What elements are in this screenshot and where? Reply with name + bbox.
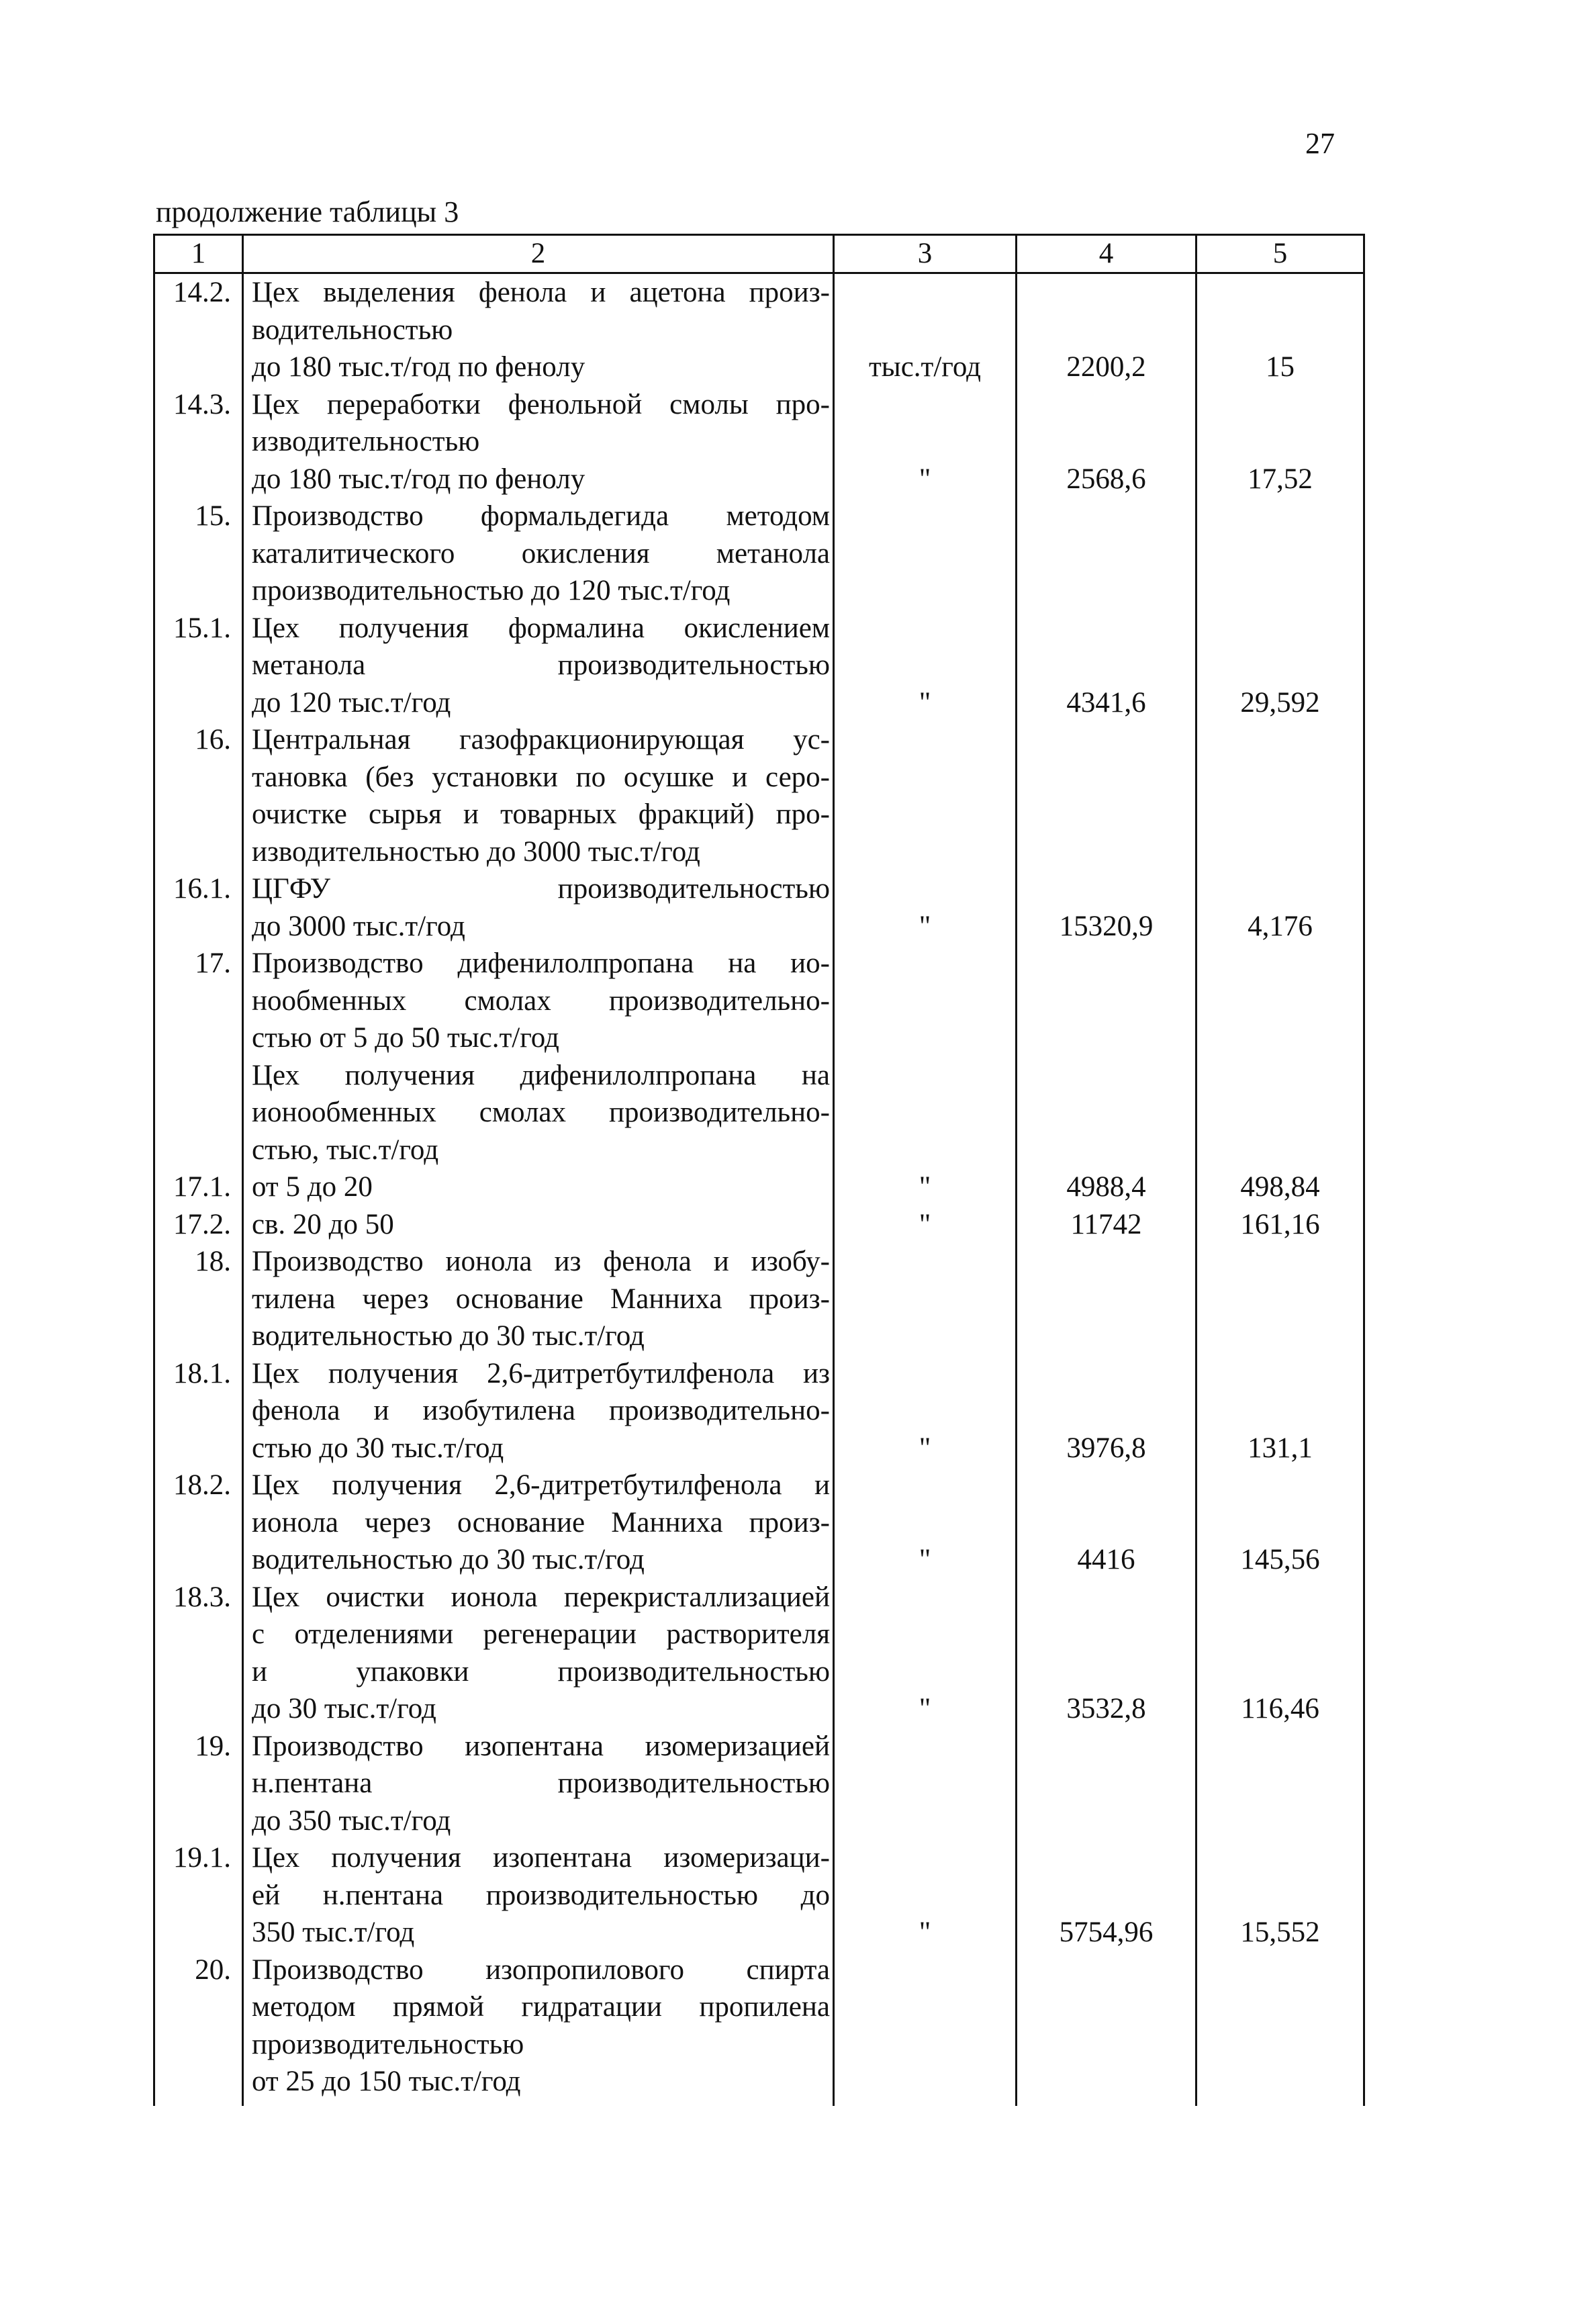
description-line: Производство изопропилового спирта: [252, 1953, 830, 1986]
row-number: 18.3.: [154, 1579, 243, 1728]
description-line: св. 20 до 50: [252, 1208, 394, 1240]
description-line: ионообменных смолах производительно-: [252, 1097, 830, 1128]
table-row: [154, 386, 1364, 498]
row-unit: [834, 1243, 1017, 1355]
description-line: нообменных смолах производительно-: [252, 984, 830, 1017]
row-description: [243, 498, 834, 610]
row-value-col5: [1196, 498, 1364, 610]
row-value-col5: [1196, 1951, 1364, 2106]
row-unit: ": [834, 870, 1017, 945]
row-value-col4: 2200,2: [1017, 273, 1196, 386]
table-row: [154, 1168, 1364, 1206]
row-description: [243, 1951, 834, 2106]
description-line: очистке сырья и товарных фракций) про-: [252, 798, 830, 830]
row-value-col5: 145,56: [1196, 1467, 1364, 1579]
page-number: 27: [1305, 127, 1335, 160]
row-unit: [834, 1951, 1017, 2106]
row-description: [243, 610, 834, 722]
description-line: до 3000 тыс.т/год: [252, 910, 465, 942]
row-value-col4: [1017, 1057, 1196, 1169]
description-line: водительностью до 30 тыс.т/год: [252, 1544, 645, 1575]
description-line: Цех получения 2,6-дитретбутилфенола из: [252, 1357, 830, 1389]
row-value-col4: 4988,4: [1017, 1168, 1196, 1206]
row-value-col4: 2568,6: [1017, 386, 1196, 498]
table-row: [154, 1206, 1364, 1244]
table-row: [154, 1579, 1364, 1728]
description-line: Производство ионола из фенола и изобу-: [252, 1246, 830, 1277]
table-row: [154, 1728, 1364, 1840]
row-unit: ": [834, 1168, 1017, 1206]
description-line: 350 тыс.т/год: [252, 1917, 415, 1948]
row-value-col4: [1017, 498, 1196, 610]
table-body: [154, 273, 1364, 2106]
row-number: 20.: [154, 1951, 243, 2106]
row-unit: [834, 1057, 1017, 1169]
description-line: изводительностью: [252, 426, 480, 457]
row-unit: [834, 498, 1017, 610]
table-row: [154, 610, 1364, 722]
description-line: тановка (без установки по осушке и серо-: [252, 761, 830, 793]
row-description: [243, 1467, 834, 1579]
row-value-col4: 3532,8: [1017, 1579, 1196, 1728]
table-row: [154, 870, 1364, 945]
row-value-col4: [1017, 945, 1196, 1057]
row-description: [243, 1057, 834, 1169]
row-description: [243, 1206, 834, 1244]
table-row: [154, 1951, 1364, 2106]
row-value-col5: 15,552: [1196, 1839, 1364, 1951]
row-value-col5: [1196, 1243, 1364, 1355]
description-line: водительностью до 30 тыс.т/год: [252, 1320, 645, 1352]
row-unit: ": [834, 1839, 1017, 1951]
row-unit: ": [834, 386, 1017, 498]
row-number: 19.1.: [154, 1839, 243, 1951]
description-line: фенола и изобутилена производительно-: [252, 1395, 830, 1426]
row-number: 15.1.: [154, 610, 243, 722]
row-unit: ": [834, 610, 1017, 722]
description-line: методом прямой гидратации пропилена: [252, 1991, 830, 2023]
row-number: 17.1.: [154, 1168, 243, 1206]
row-value-col4: 11742: [1017, 1206, 1196, 1244]
row-description: [243, 945, 834, 1057]
row-unit: [834, 945, 1017, 1057]
description-line: до 180 тыс.т/год по фенолу: [252, 463, 585, 495]
description-line: до 350 тыс.т/год: [252, 1804, 451, 1837]
row-description: [243, 1839, 834, 1951]
description-line: от 25 до 150 тыс.т/год: [252, 2066, 521, 2097]
table-caption: продолжение таблицы 3: [156, 195, 459, 228]
table-row: [154, 721, 1364, 870]
description-line: Центральная газофракционирующая ус-: [252, 724, 830, 755]
description-line: Цех получения дифенилолпропана на: [252, 1059, 830, 1091]
row-value-col5: [1196, 1057, 1364, 1169]
description-line: Цех переработки фенольной смолы про-: [252, 388, 830, 420]
description-line: стью, тыс.т/год: [252, 1134, 439, 1166]
description-line: водительностью: [252, 314, 453, 346]
description-line: ионола через основание Манниха произ-: [252, 1506, 830, 1538]
description-line: стью от 5 до 50 тыс.т/год: [252, 1022, 559, 1054]
description-line: Цех очистки ионола перекристаллизацией: [252, 1581, 830, 1613]
description-line: Цех получения изопентана изомеризаци-: [252, 1842, 830, 1874]
description-line: производительностью до 120 тыс.т/год: [252, 575, 731, 606]
row-value-col5: 4,176: [1196, 870, 1364, 945]
table-row: [154, 1467, 1364, 1579]
description-line: до 120 тыс.т/год: [252, 686, 451, 719]
description-line: н.пентана производительностью: [252, 1767, 830, 1799]
description-line: Цех выделения фенола и ацетона произ-: [252, 277, 830, 308]
row-value-col5: 131,1: [1196, 1355, 1364, 1467]
row-unit: ": [834, 1579, 1017, 1728]
row-number: 17.: [154, 945, 243, 1057]
row-value-col5: [1196, 945, 1364, 1057]
row-unit: [834, 1728, 1017, 1840]
description-line: до 30 тыс.т/год: [252, 1693, 436, 1724]
table-row: [154, 945, 1364, 1057]
row-value-col4: [1017, 721, 1196, 870]
row-description: [243, 1355, 834, 1467]
row-value-col4: [1017, 1728, 1196, 1840]
row-value-col5: [1196, 1728, 1364, 1840]
row-description: [243, 1243, 834, 1355]
description-line: с отделениями регенерации растворителя: [252, 1618, 830, 1650]
row-value-col5: [1196, 721, 1364, 870]
description-line: каталитического окисления метанола: [252, 537, 830, 569]
description-line: Производство дифенилолпропана на ио-: [252, 948, 830, 979]
row-description: [243, 1168, 834, 1206]
row-value-col4: [1017, 1243, 1196, 1355]
row-number: 16.1.: [154, 870, 243, 945]
description-line: Цех получения 2,6-дитретбутилфенола и: [252, 1469, 830, 1501]
row-number: [154, 1057, 243, 1169]
row-number: 16.: [154, 721, 243, 870]
row-value-col4: 15320,9: [1017, 870, 1196, 945]
description-line: Производство формальдегида методом: [252, 500, 830, 532]
description-line: ей н.пентана производительностью до: [252, 1879, 830, 1911]
row-description: [243, 1728, 834, 1840]
description-line: ЦГФУ производительностью: [252, 873, 830, 905]
row-value-col4: 4416: [1017, 1467, 1196, 1579]
row-description: [243, 1579, 834, 1728]
description-line: до 180 тыс.т/год по фенолу: [252, 351, 585, 383]
row-unit: [834, 721, 1017, 870]
row-value-col4: 3976,8: [1017, 1355, 1196, 1467]
row-unit: ": [834, 1355, 1017, 1467]
description-line: стью до 30 тыс.т/год: [252, 1432, 504, 1464]
description-line: Цех получения формалина окислением: [252, 612, 830, 644]
row-number: 19.: [154, 1728, 243, 1840]
table-row: [154, 498, 1364, 610]
row-value-col4: [1017, 1951, 1196, 2106]
description-line: производительностью: [252, 2028, 524, 2060]
row-number: 14.3.: [154, 386, 243, 498]
header-col-3: 3: [834, 235, 1017, 273]
description-line: от 5 до 20: [252, 1171, 373, 1203]
row-value-col5: 17,52: [1196, 386, 1364, 498]
description-line: и упаковки производительностью: [252, 1655, 830, 1688]
description-line: тилена через основание Манниха произ-: [252, 1283, 830, 1315]
row-value-col5: 498,84: [1196, 1168, 1364, 1206]
description-line: Производство изопентана изомеризацией: [252, 1730, 830, 1762]
data-table: [153, 234, 1365, 2106]
row-value-col5: 29,592: [1196, 610, 1364, 722]
row-number: 15.: [154, 498, 243, 610]
row-number: 17.2.: [154, 1206, 243, 1244]
description-line: метанола производительностью: [252, 649, 830, 681]
row-value-col4: 5754,96: [1017, 1839, 1196, 1951]
row-description: [243, 721, 834, 870]
row-description: [243, 386, 834, 498]
table-row: [154, 1839, 1364, 1951]
row-number: 18.2.: [154, 1467, 243, 1579]
description-line: изводительностью до 3000 тыс.т/год: [252, 835, 700, 868]
header-col-5: 5: [1196, 235, 1364, 273]
header-col-4: 4: [1017, 235, 1196, 273]
table-row: [154, 1355, 1364, 1467]
row-value-col5: 116,46: [1196, 1579, 1364, 1728]
row-unit: ": [834, 1467, 1017, 1579]
table-row: [154, 1243, 1364, 1355]
table-header: [154, 235, 1364, 273]
row-unit: тыс.т/год: [834, 273, 1017, 386]
row-description: [243, 870, 834, 945]
table-row: [154, 1057, 1364, 1169]
row-unit: ": [834, 1206, 1017, 1244]
table-row: [154, 273, 1364, 386]
row-description: [243, 273, 834, 386]
row-number: 18.: [154, 1243, 243, 1355]
header-col-1: 1: [154, 235, 243, 273]
data-table-container: [153, 234, 1363, 2106]
row-number: 14.2.: [154, 273, 243, 386]
row-value-col4: 4341,6: [1017, 610, 1196, 722]
header-col-2: 2: [243, 235, 834, 273]
row-value-col5: 15: [1196, 273, 1364, 386]
row-value-col5: 161,16: [1196, 1206, 1364, 1244]
row-number: 18.1.: [154, 1355, 243, 1467]
